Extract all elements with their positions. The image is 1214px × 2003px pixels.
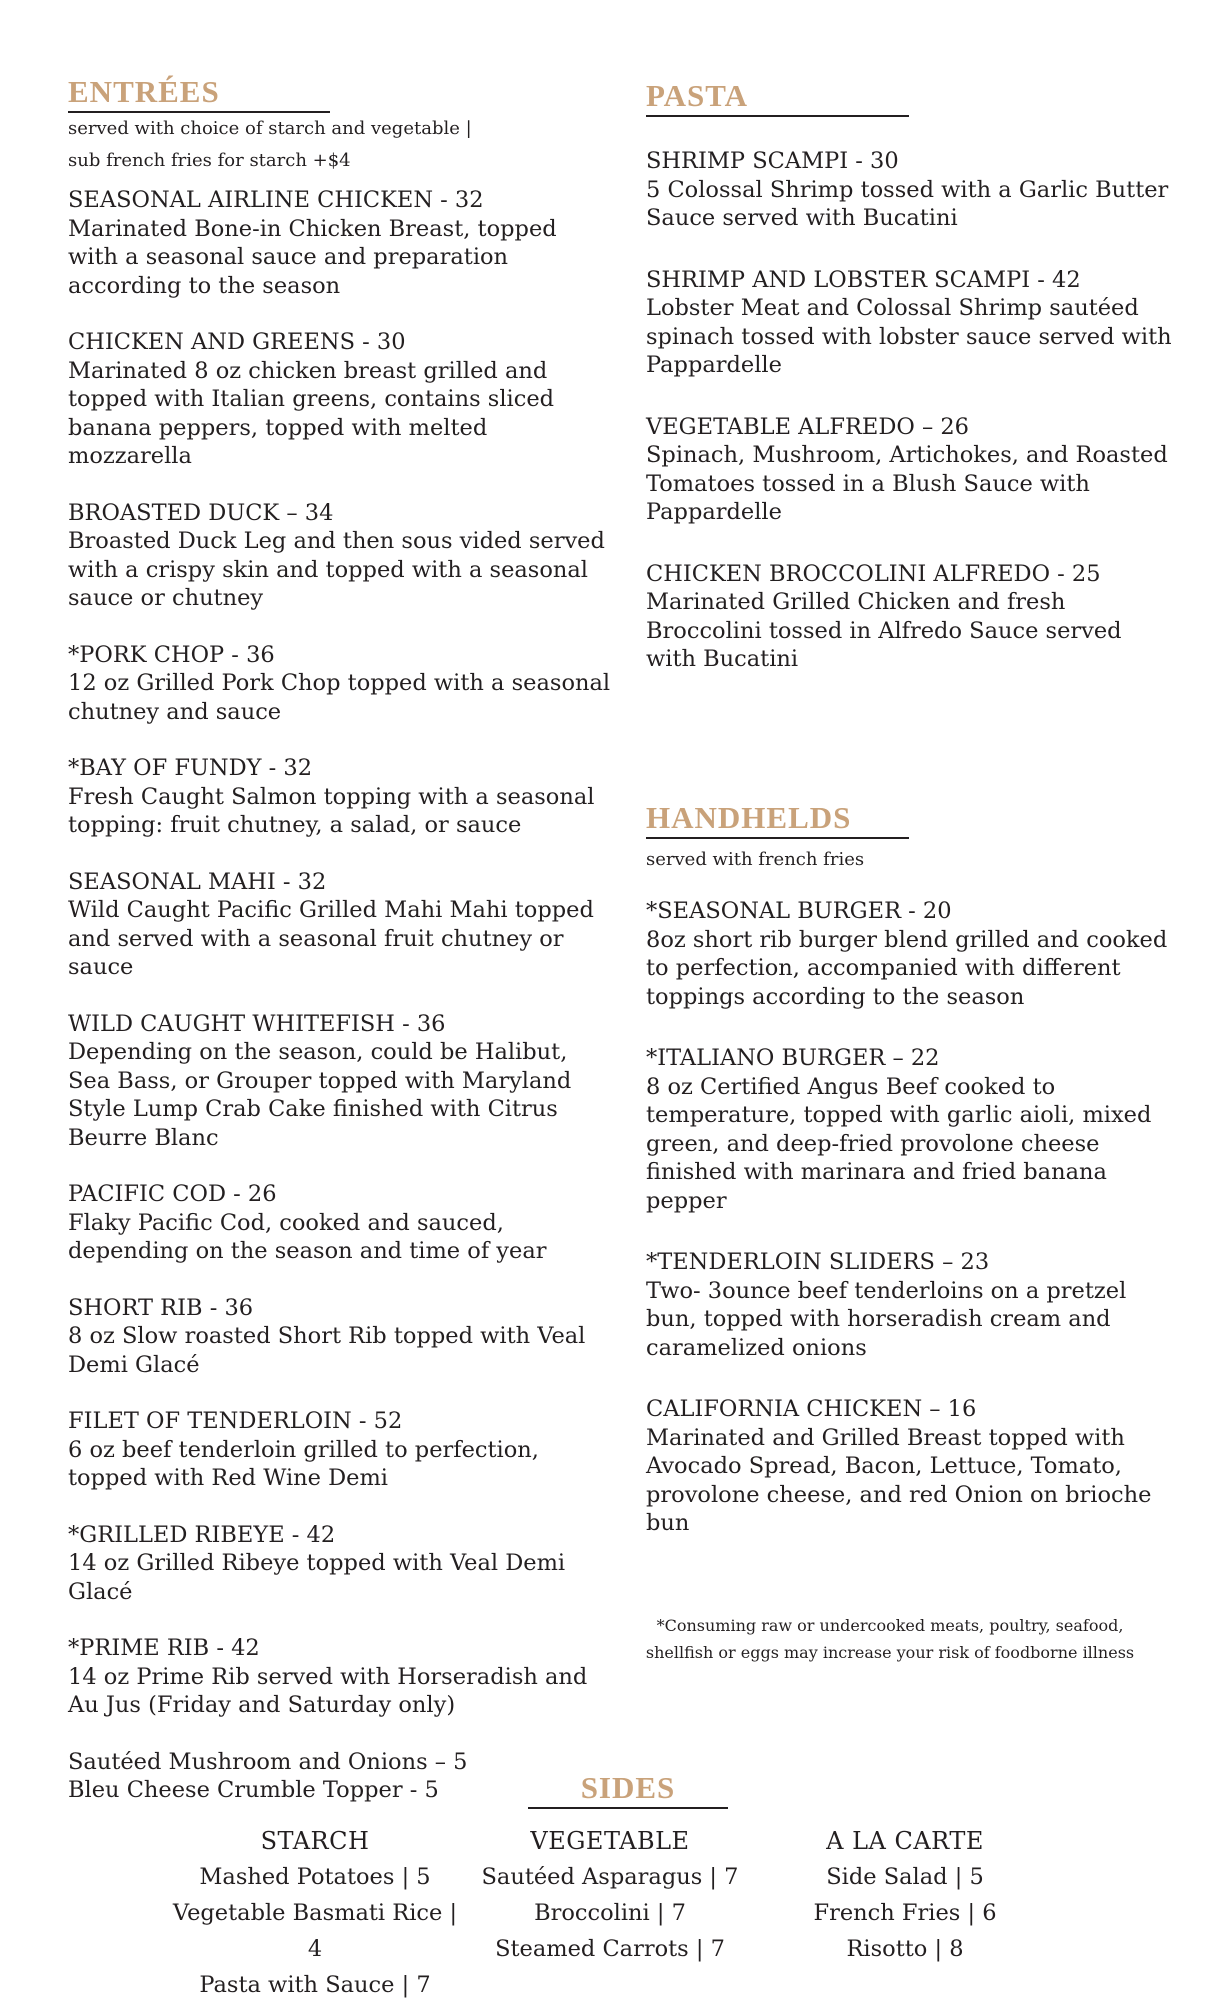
item-title: SHRIMP SCAMPI - 30 (646, 148, 899, 174)
item-title: SHORT RIB - 36 (68, 1294, 254, 1321)
entrees-note-line2: sub french fries for starch +$4 (68, 150, 351, 171)
item-title: WILD CAUGHT WHITEFISH - 36 (68, 1010, 446, 1037)
item-title: SEASONAL AIRLINE CHICKEN - 32 (68, 187, 484, 213)
menu-item (646, 266, 1176, 380)
item-title: *PRIME RIB - 42 (68, 1635, 260, 1661)
side-item: Side Salad | 5 (826, 1864, 984, 1890)
entrees-note-line1: served with choice of starch and vegetable | (68, 118, 472, 139)
item-title: *GRILLED RIBEYE - 42 (68, 1521, 336, 1548)
entrees-title: ENTRÉES (68, 76, 330, 113)
menu-item (646, 413, 1176, 527)
item-title: *SEASONAL BURGER - 20 (646, 898, 952, 924)
menu-item (68, 499, 613, 613)
addon-item: Bleu Cheese Crumble Topper - 5 (68, 1777, 439, 1803)
menu-item (68, 1521, 613, 1607)
pasta-title: PASTA (646, 80, 909, 117)
item-title: SEASONAL MAHI - 32 (68, 868, 327, 895)
item-title: *BAY OF FUNDY - 32 (68, 755, 313, 781)
item-description: Lobster Meat and Colossal Shrimp sautéed spinach tossed with lobster sauce served with Pappardelle (646, 295, 1172, 378)
menu-item (68, 1180, 613, 1266)
item-description: 6 oz beef tenderloin grilled to perfection, topped with Red Wine Demi (68, 1436, 539, 1491)
entrees-list (68, 186, 613, 1805)
menu-item (68, 1010, 613, 1153)
item-description: Marinated Bone-in Chicken Breast, topped with a seasonal sauce and preparation according to the season (68, 215, 557, 299)
item-title: SHRIMP AND LOBSTER SCAMPI - 42 (646, 266, 1081, 293)
item-description: 14 oz Prime Rib served with Horseradish and Au Jus (Friday and Saturday only) (68, 1663, 588, 1718)
item-description: 5 Colossal Shrimp tossed with a Garlic Butter Sauce served with Bucatini (646, 176, 1169, 231)
menu-item (646, 147, 1176, 233)
item-title: VEGETABLE ALFREDO – 26 (646, 413, 969, 440)
side-item: Vegetable Basmati Rice | 4 (172, 1900, 458, 1962)
item-description: Marinated 8 oz chicken breast grilled and topped with Italian greens, contains sliced banana peppers, topped with melted mozzarella (68, 357, 555, 469)
pasta-list (646, 147, 1176, 674)
sides-column-a-la-carte (785, 1824, 1025, 1967)
item-description: 8oz short rib burger blend grilled and cooked to perfection, accompanied with different toppings according to the season (646, 926, 1168, 1010)
item-description: Marinated Grilled Chicken and fresh Broccolini tossed in Alfredo Sauce served with Bucatini (646, 589, 1122, 672)
menu-item (646, 560, 1176, 674)
side-item: Pasta with Sauce | 7 (199, 1972, 431, 1998)
handhelds-title: HANDHELDS (646, 802, 909, 839)
side-item: Risotto | 8 (846, 1936, 964, 1962)
menu-item (646, 1395, 1176, 1538)
item-description: Flaky Pacific Cod, cooked and sauced, depending on the season and time of year (68, 1209, 547, 1264)
item-description: Fresh Caught Salmon topping with a seasonal topping: fruit chutney, a salad, or sauce (68, 783, 595, 838)
side-item: Mashed Potatoes | 5 (199, 1864, 431, 1890)
menu-item (68, 186, 613, 300)
side-item: Steamed Carrots | 7 (495, 1936, 725, 1962)
item-title: CHICKEN AND GREENS - 30 (68, 329, 406, 355)
item-title: CHICKEN BROCCOLINI ALFREDO - 25 (646, 560, 1101, 587)
disclaimer-line: shellfish or eggs may increase your risk of foodborne illness (645, 1643, 1135, 1662)
item-description: 12 oz Grilled Pork Chop topped with a seasonal chutney and sauce (68, 670, 611, 725)
menu-item (68, 1407, 613, 1493)
item-description: Spinach, Mushroom, Artichokes, and Roasted Tomatoes tossed in a Blush Sauce with Pappardelle (646, 442, 1168, 525)
menu-item (646, 1044, 1176, 1215)
foodborne-disclaimer (640, 1612, 1140, 1666)
menu-item (68, 754, 613, 840)
item-description: Wild Caught Pacific Grilled Mahi Mahi topped and served with a seasonal fruit chutney or sauce (68, 897, 594, 980)
disclaimer-line: *Consuming raw or undercooked meats, poultry, seafood, (656, 1616, 1124, 1635)
item-description: Marinated and Grilled Breast topped with Avocado Spread, Bacon, Lettuce, Tomato, provolone cheese, and red Onion on brioche bun (646, 1424, 1152, 1536)
item-title: BROASTED DUCK – 34 (68, 499, 334, 526)
side-item: Broccolini | 7 (534, 1900, 686, 1926)
item-title: CALIFORNIA CHICKEN – 16 (646, 1396, 977, 1422)
sides-heading: STARCH (260, 1827, 370, 1855)
menu-item (646, 897, 1176, 1011)
menu-item (646, 1248, 1176, 1362)
item-description: Two- 3ounce beef tenderloins on a pretzel bun, topped with horseradish cream and caramelized onions (646, 1277, 1127, 1361)
side-item: Sautéed Asparagus | 7 (481, 1864, 739, 1890)
item-title: PACIFIC COD - 26 (68, 1181, 277, 1207)
sides-heading: A LA CARTE (826, 1827, 984, 1855)
menu-item (68, 328, 613, 471)
menu-item (68, 641, 613, 727)
item-title: *TENDERLOIN SLIDERS – 23 (646, 1249, 990, 1275)
sides-title: SIDES (528, 1772, 728, 1809)
item-title: *PORK CHOP - 36 (68, 641, 275, 668)
menu-item (68, 1634, 613, 1720)
addon-item: Sautéed Mushroom and Onions – 5 (68, 1748, 468, 1775)
item-description: Depending on the season, could be Halibut, Sea Bass, or Grouper topped with Maryland Style Lump Crab Cake finished with Citrus Beurre Blanc (68, 1039, 572, 1151)
item-title: FILET OF TENDERLOIN - 52 (68, 1408, 403, 1434)
item-title: *ITALIANO BURGER – 22 (646, 1045, 940, 1071)
side-item: French Fries | 6 (813, 1900, 997, 1926)
sides-column-vegetable (480, 1824, 740, 1967)
item-description: 14 oz Grilled Ribeye topped with Veal Demi Glacé (68, 1550, 566, 1605)
handhelds-note: served with french fries (646, 849, 865, 870)
menu-item (68, 1294, 613, 1380)
handhelds-list (646, 897, 1176, 1538)
menu-item (68, 868, 613, 982)
item-description: 8 oz Slow roasted Short Rib topped with Veal Demi Glacé (68, 1323, 586, 1378)
item-description: 8 oz Certified Angus Beef cooked to temperature, topped with garlic aioli, mixed green, and deep-fried provolone cheese finished with marinara and fried banana pepper (646, 1073, 1152, 1214)
sides-column-starch (165, 1824, 465, 2003)
sides-heading: VEGETABLE (530, 1827, 690, 1855)
item-description: Broasted Duck Leg and then sous vided served with a crispy skin and topped with a seasonal sauce or chutney (68, 528, 605, 611)
